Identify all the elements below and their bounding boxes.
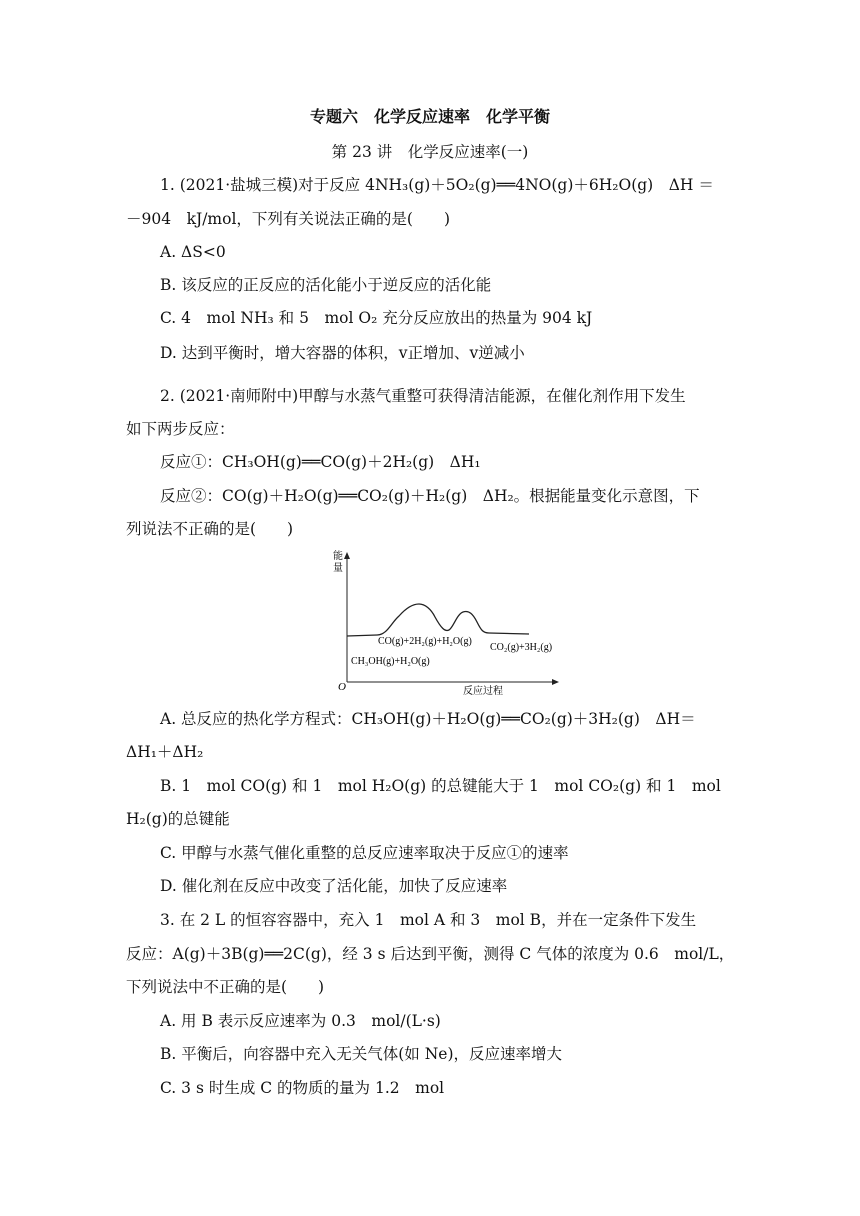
y-axis-label-2: 量 <box>333 563 343 574</box>
intermediate-label: CO(g)+2H₂(g)+H₂O(g) <box>378 636 472 647</box>
q2-reaction-2-line2: 列说法不正确的是( ) <box>126 520 294 538</box>
q1-option-c: C. 4 mol NH₃ 和 5 mol O₂ 充分反应放出的热量为 904 kJ <box>160 309 593 327</box>
q3-stem-line1: 3. 在 2 L 的恒容容器中，充入 1 mol A 和 3 mol B，并在一定条件下发生 <box>160 911 697 929</box>
q1-option-b: B. 该反应的正反应的活化能小于逆反应的活化能 <box>160 276 492 294</box>
q1-option-d: D. 达到平衡时，增大容器的体积，v正增加、v逆减小 <box>160 344 525 362</box>
products-label: CO₂(g)+3H₂(g) <box>490 642 553 653</box>
q2-option-a-line2: ΔH₁＋ΔH₂ <box>126 743 204 761</box>
q2-option-b-line1: B. 1 mol CO(g) 和 1 mol H₂O(g) 的总键能大于 1 mol CO₂(g) 和 1 mol <box>160 777 721 795</box>
reactants-label: CH₃OH(g)+H₂O(g) <box>351 656 430 667</box>
q2-reaction-1: 反应①：CH₃OH(g)══CO(g)＋2H₂(g) ΔH₁ <box>160 453 481 471</box>
energy-diagram <box>333 546 563 698</box>
q1-option-a: A. ΔS<0 <box>160 243 226 261</box>
lesson-subtitle: 第 23 讲 化学反应速率(一) <box>331 143 529 161</box>
q3-option-c: C. 3 s 时生成 C 的物质的量为 1.2 mol <box>160 1079 445 1097</box>
q2-stem-line1: 2. (2021·南师附中)甲醇与水蒸气重整可获得清洁能源，在催化剂作用下发生 <box>160 387 686 405</box>
q2-reaction-2-line1: 反应②：CO(g)＋H₂O(g)══CO₂(g)＋H₂(g) ΔH₂。根据能量变化示意图，下 <box>160 487 700 505</box>
y-axis-label-1: 能 <box>333 551 343 562</box>
q2-option-c: C. 甲醇与水蒸气催化重整的总反应速率取决于反应①的速率 <box>160 844 569 862</box>
q3-option-a: A. 用 B 表示反应速率为 0.3 mol/(L·s) <box>160 1012 441 1030</box>
q1-stem-line1: 1. (2021·盐城三模)对于反应 4NH₃(g)＋5O₂(g)══4NO(g)＋6H₂O(g) ΔH ＝ <box>160 176 714 194</box>
x-axis-arrow <box>552 679 559 685</box>
q2-option-a-line1: A. 总反应的热化学方程式：CH₃OH(g)＋H₂O(g)══CO₂(g)＋3H₂(g) ΔH＝ <box>160 710 696 728</box>
energy-curve <box>347 604 529 636</box>
q2-option-d: D. 催化剂在反应中改变了活化能，加快了反应速率 <box>160 877 508 895</box>
q3-stem-line3: 下列说法中不正确的是( ) <box>126 978 325 996</box>
section-title: 专题六 化学反应速率 化学平衡 <box>309 107 550 126</box>
q3-stem-line2: 反应：A(g)＋3B(g)══2C(g)，经 3 s 后达到平衡，测得 C 气体的浓度为 0.6 mol/L， <box>126 945 735 963</box>
q3-option-b: B. 平衡后，向容器中充入无关气体(如 Ne)，反应速率增大 <box>160 1045 563 1063</box>
origin-label: O <box>338 681 346 693</box>
y-axis-arrow <box>344 552 350 559</box>
q1-stem-line2: －904 kJ/mol，下列有关说法正确的是( ) <box>126 210 450 228</box>
x-axis-label: 反应过程 <box>463 686 503 697</box>
q2-stem-line2: 如下两步反应： <box>126 420 235 438</box>
q2-option-b-line2: H₂(g)的总键能 <box>126 810 230 828</box>
